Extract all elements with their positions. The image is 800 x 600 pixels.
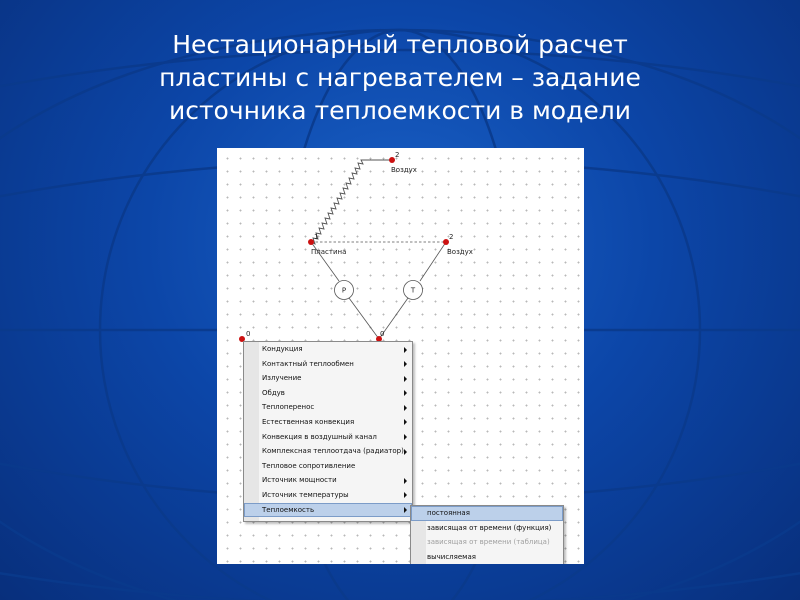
node-left-name: Пластина — [311, 248, 347, 256]
menu-item-power-source[interactable]: Источник мощности — [244, 473, 412, 488]
menu-item-air-channel-convection[interactable]: Конвекция в воздушный канал — [244, 430, 412, 445]
menu-item-airflow[interactable]: Обдув — [244, 386, 412, 401]
node-far-left-number: 0 — [246, 330, 251, 338]
title-line-2: пластины с нагревателем – задание — [159, 63, 641, 92]
submenu-arrow-icon — [404, 434, 407, 440]
menu-item-thermal-resistance[interactable]: Тепловое сопротивление — [262, 461, 356, 470]
element-t-label: T — [410, 286, 416, 295]
menu-item-heat-transfer[interactable]: Теплоперенос — [244, 400, 412, 415]
menu-item-heat-capacity[interactable]: Теплоемкость — [244, 503, 412, 518]
submenu-arrow-icon — [404, 419, 407, 425]
menu-item-conduction[interactable]: Кондукция — [244, 342, 412, 357]
title-line-1: Нестационарный тепловой расчет — [172, 30, 628, 59]
submenu-arrow-icon — [404, 390, 407, 396]
node-top-number: 2 — [395, 151, 400, 159]
menu-item-contact-heat-exchange[interactable]: Контактный теплообмен — [244, 357, 412, 372]
node-right-number: 2 — [449, 233, 454, 241]
submenu-item-calculated[interactable]: вычисляемая — [427, 552, 476, 561]
slide-title — [60, 28, 740, 127]
submenu-arrow-icon — [404, 376, 407, 382]
wire-right-to-t — [420, 242, 446, 281]
title-line-3: источника теплоемкости в модели — [168, 96, 631, 125]
menu-item-radiation[interactable]: Излучение — [244, 371, 412, 386]
menu-item-temperature-source[interactable]: Источник температуры — [244, 488, 412, 503]
wire-p-to-bottom — [349, 298, 379, 339]
submenu-arrow-icon — [404, 507, 407, 513]
submenu-arrow-icon — [404, 361, 407, 367]
node-top-name: Воздух — [391, 166, 417, 174]
node-right[interactable] — [443, 233, 473, 256]
node-bottom-number: 0 — [380, 330, 385, 338]
submenu-item-time-table: зависящая от времени (таблица) — [427, 538, 550, 547]
element-p[interactable] — [335, 281, 354, 300]
node-left[interactable] — [308, 233, 346, 256]
submenu-arrow-icon — [404, 347, 407, 353]
radiation-link[interactable] — [311, 160, 392, 244]
context-menu — [243, 341, 413, 522]
element-t[interactable] — [404, 281, 423, 300]
node-right-name: Воздух — [447, 248, 473, 256]
submenu-arrow-icon — [404, 405, 407, 411]
submenu-arrow-icon — [404, 449, 407, 455]
submenu-item-time-function[interactable]: зависящая от времени (функция) — [427, 523, 552, 532]
node-top[interactable] — [389, 151, 417, 174]
element-p-label: P — [341, 286, 347, 295]
submenu-arrow-icon — [404, 492, 407, 498]
menu-item-complex-heat-dissipation[interactable]: Комплексная теплоотдача (радиатор) — [244, 444, 412, 459]
submenu-item-constant[interactable]: постоянная — [411, 506, 563, 521]
menu-item-natural-convection[interactable]: Естественная конвекция — [244, 415, 412, 430]
node-left-number: 1 — [314, 233, 319, 241]
model-editor-screenshot — [217, 148, 584, 564]
submenu-arrow-icon — [404, 478, 407, 484]
heat-capacity-submenu — [410, 505, 564, 564]
